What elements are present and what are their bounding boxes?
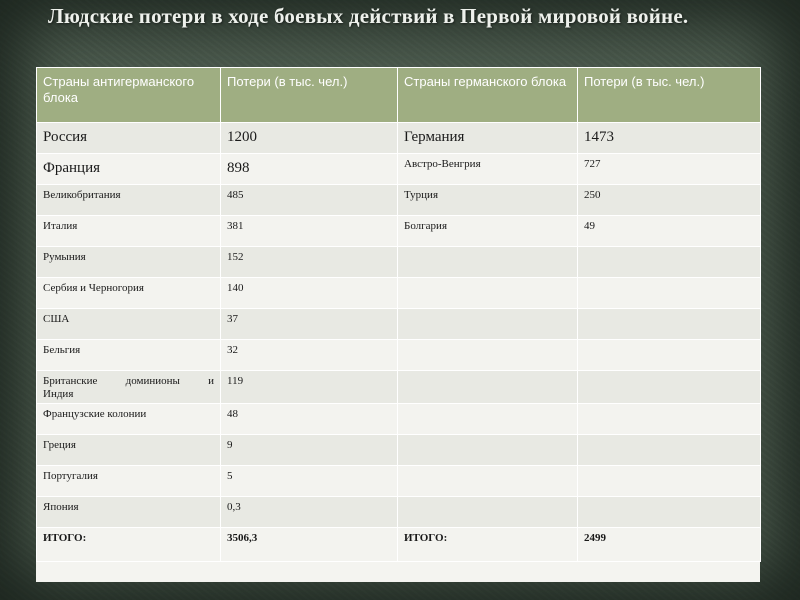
header-central-countries: Страны германского блока <box>398 68 578 123</box>
central-losses <box>578 340 761 371</box>
losses-table <box>36 67 761 562</box>
central-losses <box>578 404 761 435</box>
central-country <box>398 340 578 371</box>
central-losses <box>578 466 761 497</box>
central-country: Болгария <box>398 216 578 247</box>
central-country <box>398 497 578 528</box>
central-country <box>398 466 578 497</box>
entente-country: Франция <box>37 154 221 185</box>
entente-country <box>37 371 221 404</box>
central-country <box>398 247 578 278</box>
entente-country: Япония <box>37 497 221 528</box>
central-country: Германия <box>398 123 578 154</box>
table-total-row <box>37 528 761 562</box>
entente-country: Португалия <box>37 466 221 497</box>
entente-country-line1: Британские доминионы и <box>43 375 214 387</box>
entente-country: США <box>37 309 221 340</box>
table-row <box>37 278 761 309</box>
central-country: Австро-Венгрия <box>398 154 578 185</box>
losses-table-container <box>36 67 760 582</box>
central-country <box>398 309 578 340</box>
table-row <box>37 247 761 278</box>
table-row <box>37 154 761 185</box>
table-row <box>37 185 761 216</box>
entente-losses: 37 <box>221 309 398 340</box>
entente-losses: 119 <box>221 371 398 404</box>
entente-country: Россия <box>37 123 221 154</box>
table-row <box>37 371 761 404</box>
table-row <box>37 435 761 466</box>
central-country <box>398 371 578 404</box>
entente-losses: 1200 <box>221 123 398 154</box>
entente-total-value: 3506,3 <box>221 528 398 562</box>
entente-losses: 5 <box>221 466 398 497</box>
entente-country: Великобритания <box>37 185 221 216</box>
entente-losses: 898 <box>221 154 398 185</box>
entente-country: Бельгия <box>37 340 221 371</box>
entente-losses: 485 <box>221 185 398 216</box>
central-losses <box>578 247 761 278</box>
central-losses <box>578 371 761 404</box>
entente-losses: 9 <box>221 435 398 466</box>
entente-country: Сербия и Черногория <box>37 278 221 309</box>
table-row <box>37 404 761 435</box>
entente-country-line2: Индия <box>43 388 74 400</box>
entente-total-label: ИТОГО: <box>37 528 221 562</box>
central-country <box>398 435 578 466</box>
central-total-value: 2499 <box>578 528 761 562</box>
central-country: Турция <box>398 185 578 216</box>
header-central-losses: Потери (в тыс. чел.) <box>578 68 761 123</box>
central-losses: 727 <box>578 154 761 185</box>
table-row <box>37 123 761 154</box>
central-losses <box>578 497 761 528</box>
entente-country: Румыния <box>37 247 221 278</box>
entente-losses: 381 <box>221 216 398 247</box>
entente-country: Французские колонии <box>37 404 221 435</box>
slide-title: Людские потери в ходе боевых действий в Первой мировой войне. <box>48 4 689 28</box>
table-header-row <box>37 68 761 123</box>
central-country <box>398 404 578 435</box>
central-losses: 49 <box>578 216 761 247</box>
entente-country: Греция <box>37 435 221 466</box>
entente-country: Италия <box>37 216 221 247</box>
table-row <box>37 309 761 340</box>
entente-losses: 152 <box>221 247 398 278</box>
central-losses: 250 <box>578 185 761 216</box>
table-row <box>37 216 761 247</box>
table-row <box>37 466 761 497</box>
central-country <box>398 278 578 309</box>
central-losses <box>578 309 761 340</box>
entente-losses: 0,3 <box>221 497 398 528</box>
entente-losses: 140 <box>221 278 398 309</box>
entente-losses: 48 <box>221 404 398 435</box>
central-losses: 1473 <box>578 123 761 154</box>
central-losses <box>578 278 761 309</box>
central-total-label: ИТОГО: <box>398 528 578 562</box>
header-entente-losses: Потери (в тыс. чел.) <box>221 68 398 123</box>
header-entente-countries: Страны антигерманского блока <box>37 68 221 123</box>
central-losses <box>578 435 761 466</box>
entente-losses: 32 <box>221 340 398 371</box>
table-row <box>37 497 761 528</box>
table-row <box>37 340 761 371</box>
